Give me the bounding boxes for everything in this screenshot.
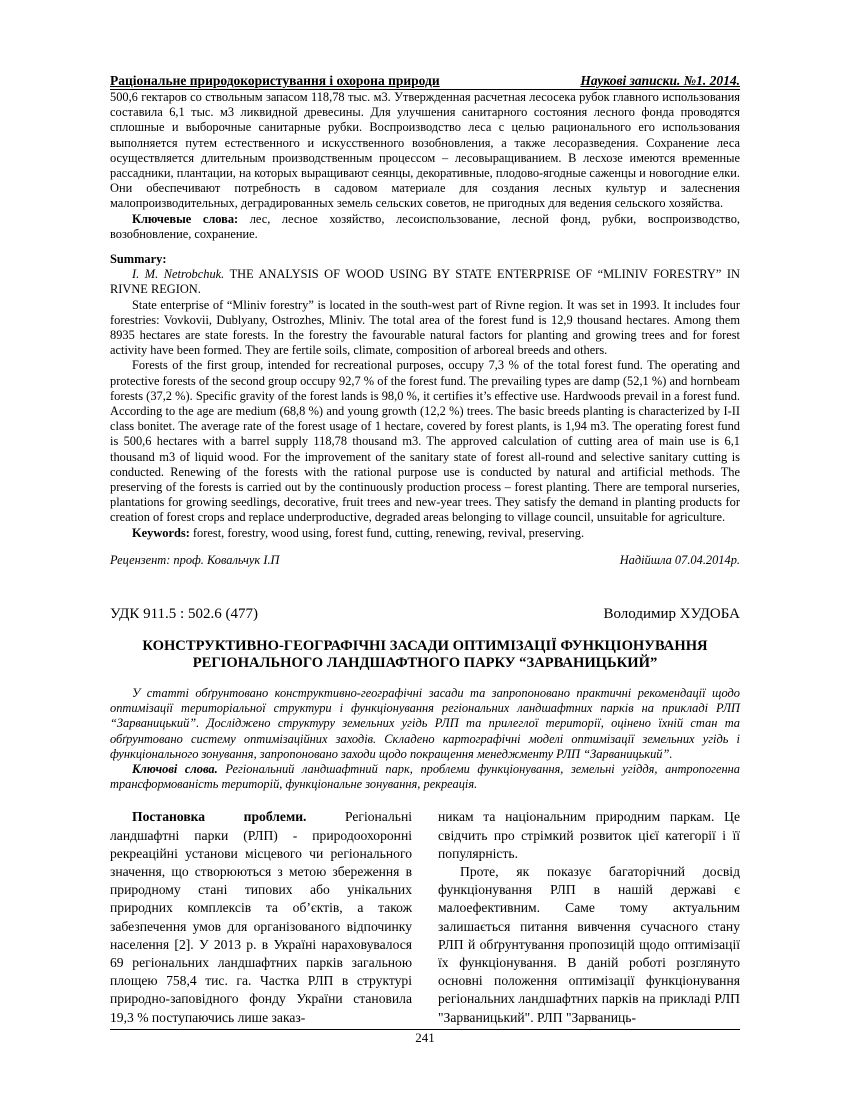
summary-paragraph-2: Forests of the first group, intended for recreational purposes, occupy 7,3 % of the total forest fund. The operating and protective forests of the second group occupy 92,7 % of the forest fund. The prevailing types are damp (52,1 %) and hornbeam forests (37,2 %). Specific gravity of the forest lands is 98,0 %, it certifies it’s effective use. Hardwoods prevail in a forest fund. According to the age are medium (68,8 %) and young growth (12,2 %) trees. The basic breeds planting is characterized by I-II class bonitet. The average rate of the forest usage of 1 hectare, covered by forest plants, is 1,94 m3. The operating forest fund is 500,6 hectares with a barrel supply 118,78 thousand m3. The approved calculation of cutting area of main use is 6,1 thousand m3 of liquid wood. For the improvement of the sanitary state of forest all-round and selective sanitary cutting is conducted. Renewing of the forests with the rational purpose use is conducted by natural and artificial methods. The preserving of the forests is carried out by the continuously production process – forest planting. There are temporal nurseries, plantations for growing seedlings, decorative, fruit trees and new-year trees. They satisfy the demand in planting products for creation of forest crops and replace underproductive, degraded areas belonging to village council, unsuitable for agriculture.: [110, 358, 740, 525]
journal-section: Раціональне природокористування і охорона природи: [110, 73, 440, 88]
russian-keywords-label: Ключевые слова:: [132, 211, 239, 226]
article-keywords: [110, 762, 740, 792]
page-number: 241: [415, 1029, 435, 1045]
article-abstract: [110, 686, 740, 792]
summary-keywords: [110, 526, 740, 541]
journal-issue: Наукові записки. №1. 2014.: [580, 73, 740, 88]
summary-paragraph-1: State enterprise of “Mliniv forestry” is located in the south-west part of Rivne region. It was set in 1993. It includes four forestries: Vovkovii, Dublyany, Ostrozhes, Mliniv. The total area of the forest fund is 12,9 thousand hectares. Among them 8935 hectares are state forests. In the forestry the favourable natural factors for planting and growing trees and for forest activity have been formed. They are fertile soils, climate, composition of arboreal breeds and others.: [110, 297, 740, 358]
article-author: Володимир ХУДОБА: [603, 605, 740, 622]
reviewer: Рецензент: проф. Ковальчук І.П: [110, 552, 280, 567]
article-keywords-label: Ключові слова.: [132, 761, 218, 776]
article-keywords-text: Регіональний ландшафтний парк, проблеми функціонування, земельні угіддя, антропогенна трансформованість територій, функціональне зонування, рекреація.: [110, 761, 740, 792]
body-column-right: [438, 808, 740, 1026]
body-paragraph-2: Проте, як показує багаторічний досвід функціонування РЛП в нашій державі є малоефективним. Саме тому актуальним залишається питання вивчення сучасного стану РЛП й обґрунтування пропозицій щодо оптимізації їх функціонування. В даній роботі розглянуто основні положення оптимізації функціонування регіональних ландшафтних парків на прикладі РЛП "Зарваницький". РЛП "Зарваниць-: [438, 863, 740, 1025]
russian-keywords-text: лес, лесное хозяйство, лесоиспользование, лесной фонд, рубки, воспроизводство, возобновление, сохранение.: [110, 211, 740, 241]
page-footer: [110, 1029, 740, 1046]
body-paragraph-continued: никам та національним природним паркам. Це свідчить про стрімкий розвиток цієї категорії і її популярність.: [438, 809, 740, 861]
problem-statement-label: Постановка проблеми.: [132, 809, 307, 825]
summary-keywords-label: Keywords:: [132, 525, 190, 540]
article-title-line-2: РЕГІОНАЛЬНОГО ЛАНДШАФТНОГО ПАРКУ “ЗАРВАНИЦЬКИЙ”: [192, 654, 658, 671]
reviewer-line: [110, 553, 740, 568]
problem-statement: [110, 808, 412, 1026]
article-title-line-1: КОНСТРУКТИВНО-ГЕОГРАФІЧНІ ЗАСАДИ ОПТИМІЗАЦІЇ ФУНКЦІОНУВАННЯ: [142, 637, 708, 654]
summary-title: THE ANALYSIS OF WOOD USING BY STATE ENTERPRISE OF “MLINIV FORESTRY” IN RIVNE REGION.: [110, 267, 740, 297]
body-column-left: [110, 808, 412, 1026]
russian-keywords: [110, 212, 740, 242]
article-title: [110, 638, 740, 672]
problem-statement-text: Регіональні ландшафтні парки (РЛП) - природоохоронні рекреаційні установи місцевого чи регіонального значення, що створюються з метою збереження в природному стані типових або унікальних природних комплексів та об’єктів, а також забезпечення умов для організованого відпочинку населення [2]. У 2013 р. в Україні нараховувалося 69 регіональних ландшафтних парків загальною площею 758,4 тис. га. Частка РЛП в структурі природно-заповідного фонду України становила 19,3 % поступаючись лише заказ-: [110, 809, 412, 1025]
page: [110, 73, 740, 1046]
article-body: [110, 808, 740, 1026]
received-date: Надійшла 07.04.2014р.: [619, 552, 740, 567]
udk-code: УДК 911.5 : 502.6 (477): [110, 605, 258, 622]
russian-summary-tail: 500,6 гектаров со ствольным запасом 118,78 тыс. м3. Утвержденная расчетная лесосека рубок главного использования составила 6,1 тыс. м3 ликвидной древесины. Для улучшения санитарного состояния лесного фонда проводятся сплошные и выборочные санитарные рубки. Воспроизводство леса с целью рационального его использования выполняется путем естественного и искусственного возобновления, а также лесоразведения. Сохранение леса осуществляется длительным производственным процессом – лесовыращиванием. В лесхозе имеются временные рассадники, плантации, на которых выращивают сеянцы, декоративные, плодово-ягодные саженцы и новогодние елки. Они обеспечивают потребность в садовом материале для создания лесных культур и залеснения малопроизводительных, деградированных земель сельских советов, не пригодных для ведения сельского хозяйства.: [110, 90, 740, 211]
summary-label: Summary:: [110, 252, 167, 267]
abstract-text: У статті обґрунтовано конструктивно-географічні засади та запропоновано практичні рекомендації щодо оптимізації територіальної структури і функціонування регіональних ландшафтних парків на прикладі РЛП “Зарваницький”. Досліджено структуру земельних угідь РЛП та прилеглої території, оцінено їхній стан та обґрунтовано систему оптимізаційних заходів. Складено картографічні моделі оптимізації земельних угідь і функціонального зонування, запропоновано заходи щодо покращення менеджменту РЛП “Зарваницький”.: [110, 685, 740, 761]
summary-author: I. M. Netrobchuk.: [132, 267, 225, 282]
running-header: [110, 73, 740, 90]
summary-heading: [110, 267, 740, 297]
article-meta: [110, 606, 740, 623]
summary-keywords-text: forest, forestry, wood using, forest fund, cutting, renewing, revival, preserving.: [189, 525, 585, 540]
